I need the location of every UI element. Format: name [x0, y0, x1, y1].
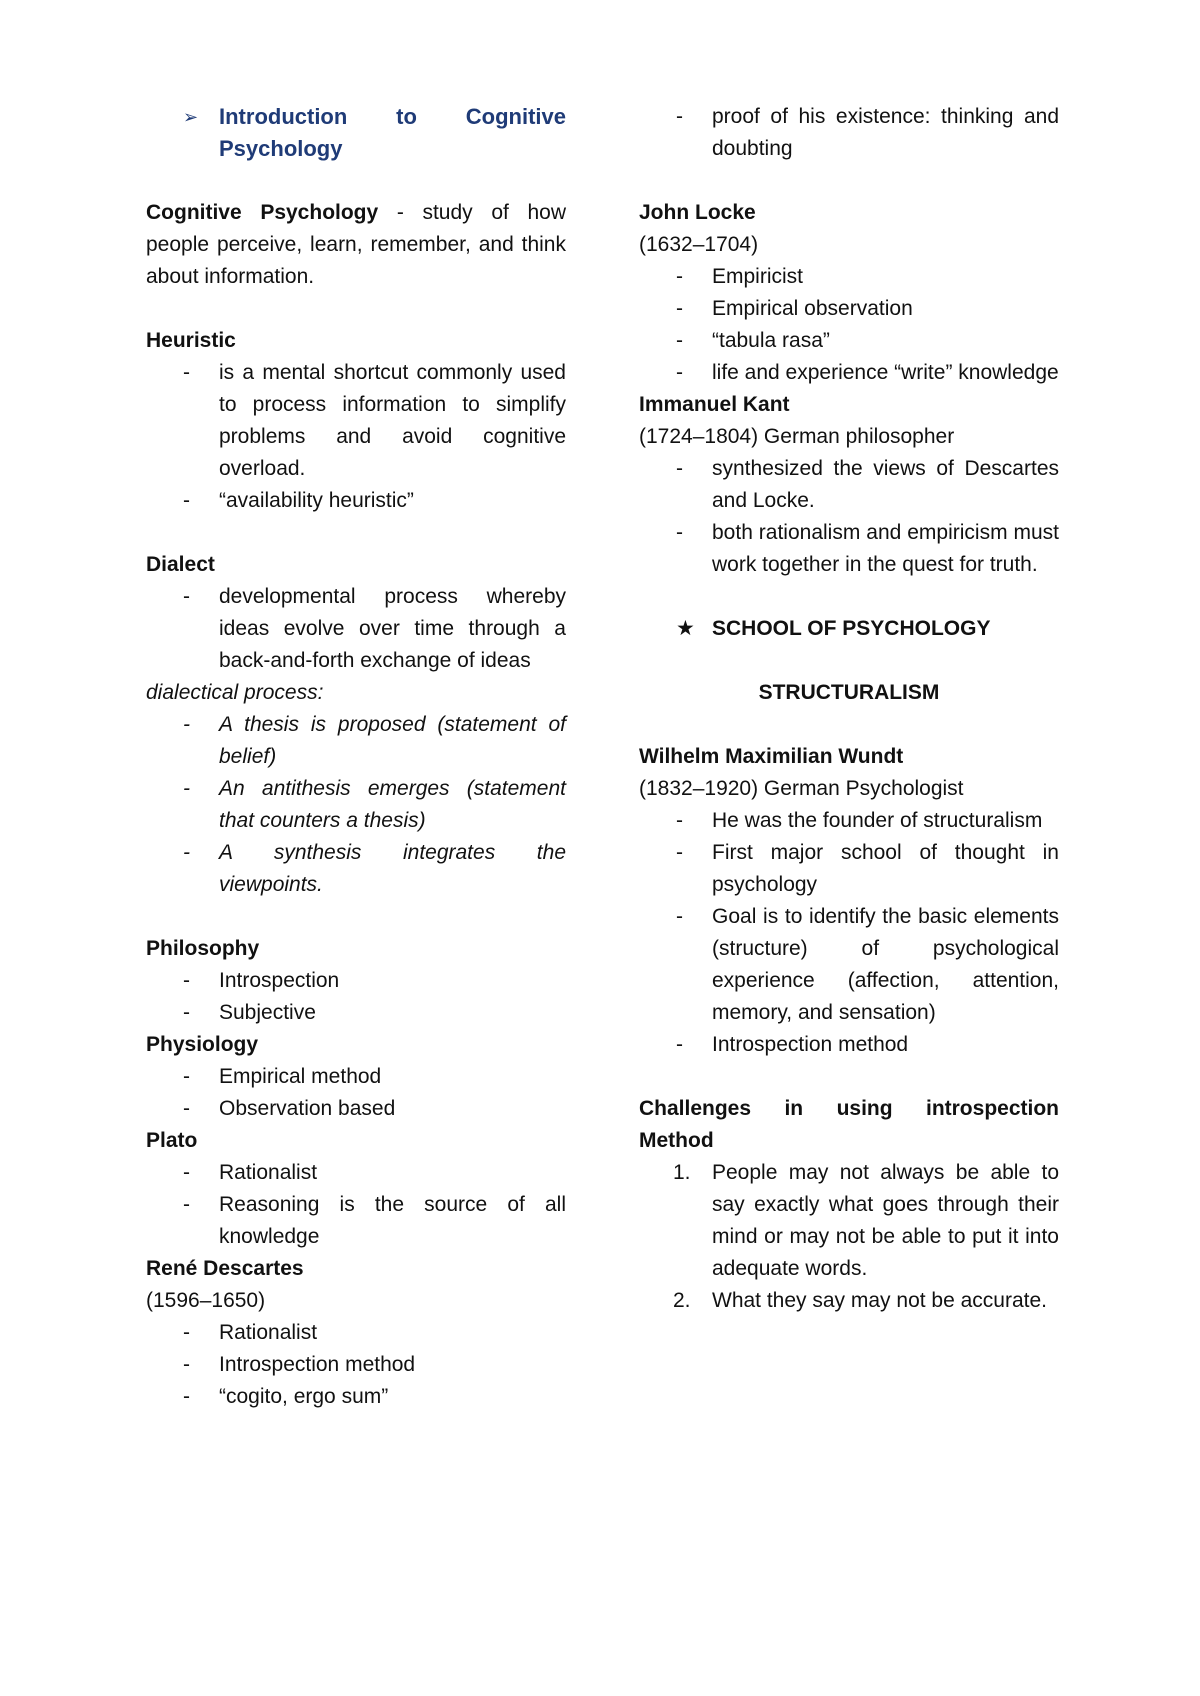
list-item: - developmental process whereby ideas evolve over time through a back-and-forth exchange of ideas [146, 581, 566, 677]
list-item: - “cogito, ergo sum” [146, 1381, 566, 1413]
kant-title: Immanuel Kant [639, 393, 790, 416]
structuralism-heading: STRUCTURALISM [758, 681, 940, 704]
physiology-list [146, 1061, 566, 1125]
list-item: - Empiricist [639, 261, 1059, 293]
challenges-list [639, 1157, 1059, 1317]
challenges-title-word: using [836, 1097, 893, 1120]
wundt-dates: (1832–1920) German Psychologist [639, 777, 964, 800]
list-item: - is a mental shortcut commonly used to process information to simplify problems and avoid cognitive overload. [146, 357, 566, 485]
challenges-title-word: Challenges [639, 1097, 752, 1120]
item-number: 2. [673, 1289, 691, 1312]
list-item: - He was the founder of structuralism [639, 805, 1059, 837]
list-item: - Introspection method [639, 1029, 1059, 1061]
list-item: - Subjective [146, 997, 566, 1029]
list-item: - Empirical observation [639, 293, 1059, 325]
challenges-title [639, 1093, 1059, 1157]
numbered-item [639, 1285, 1059, 1317]
arrow-bullet-icon: ➢ [183, 107, 199, 127]
cognitive-term: Cognitive Psychology [146, 201, 379, 224]
challenges-title-word: in [784, 1097, 804, 1120]
list-item: - “tabula rasa” [639, 325, 1059, 357]
descartes-list [146, 1317, 566, 1413]
numbered-item [639, 1157, 1059, 1285]
list-item: - Reasoning is the source of all knowledge [146, 1189, 566, 1253]
item-text: What they say may not be accurate. [712, 1289, 1047, 1312]
challenges-title-line2: Method [639, 1129, 714, 1152]
star-icon: ★ [676, 617, 695, 640]
challenges-title-word: introspection [925, 1097, 1059, 1120]
item-number: 1. [673, 1161, 691, 1184]
cognitive-definition [146, 197, 566, 293]
intro-heading-word: Introduction [219, 104, 348, 129]
wundt-title: Wilhelm Maximilian Wundt [639, 745, 904, 768]
plato-list [146, 1157, 566, 1253]
list-item: - both rationalism and empiricism must work together in the quest for truth. [639, 517, 1059, 581]
school-of-psychology-heading [639, 613, 1059, 645]
descartes-continued-list [639, 101, 1059, 165]
list-item: - First major school of thought in psychology [639, 837, 1059, 901]
intro-heading-word: to [396, 104, 417, 129]
list-item: - Empirical method [146, 1061, 566, 1093]
physiology-title: Physiology [146, 1033, 259, 1056]
intro-heading [146, 101, 566, 165]
philosophy-list [146, 965, 566, 1029]
descartes-dates: (1596–1650) [146, 1289, 266, 1312]
item-text: People may not always be able to say exactly what goes through their mind or may not be able to put it into adequate words. [712, 1161, 1059, 1280]
list-item: - “availability heuristic” [146, 485, 566, 517]
locke-list [639, 261, 1059, 389]
right-column [639, 101, 1059, 1317]
dialectical-process-list [146, 709, 566, 901]
list-item: - A synthesis integrates the viewpoints. [146, 837, 566, 901]
kant-dates: (1724–1804) German philosopher [639, 425, 955, 448]
school-heading-text: SCHOOL OF PSYCHOLOGY [712, 617, 991, 640]
list-item: - Introspection method [146, 1349, 566, 1381]
kant-list [639, 453, 1059, 581]
cognitive-text: - study of how people perceive, learn, remember, and think about information. [146, 201, 566, 288]
heuristic-title: Heuristic [146, 329, 236, 352]
list-item: - Rationalist [146, 1157, 566, 1189]
locke-title: John Locke [639, 201, 756, 224]
list-item: - Rationalist [146, 1317, 566, 1349]
list-item: - life and experience “write” knowledge [639, 357, 1059, 389]
dialectical-process-subtitle: dialectical process: [146, 681, 324, 704]
locke-dates: (1632–1704) [639, 233, 759, 256]
list-item: - A thesis is proposed (statement of belief) [146, 709, 566, 773]
dialect-title: Dialect [146, 553, 215, 576]
list-item: - synthesized the views of Descartes and Locke. [639, 453, 1059, 517]
list-item: - Observation based [146, 1093, 566, 1125]
list-item: - proof of his existence: thinking and doubting [639, 101, 1059, 165]
list-item: - Goal is to identify the basic elements (structure) of psychological experience (affection, attention, memory, and sensation) [639, 901, 1059, 1029]
intro-heading-line2: Psychology [219, 136, 343, 161]
plato-title: Plato [146, 1129, 198, 1152]
dialect-list [146, 581, 566, 677]
philosophy-title: Philosophy [146, 937, 260, 960]
intro-heading-word: Cognitive [465, 104, 566, 129]
list-item: - An antithesis emerges (statement that counters a thesis) [146, 773, 566, 837]
descartes-title: René Descartes [146, 1257, 304, 1280]
wundt-list [639, 805, 1059, 1061]
heuristic-list [146, 357, 566, 517]
list-item: - Introspection [146, 965, 566, 997]
left-column [146, 101, 566, 1413]
